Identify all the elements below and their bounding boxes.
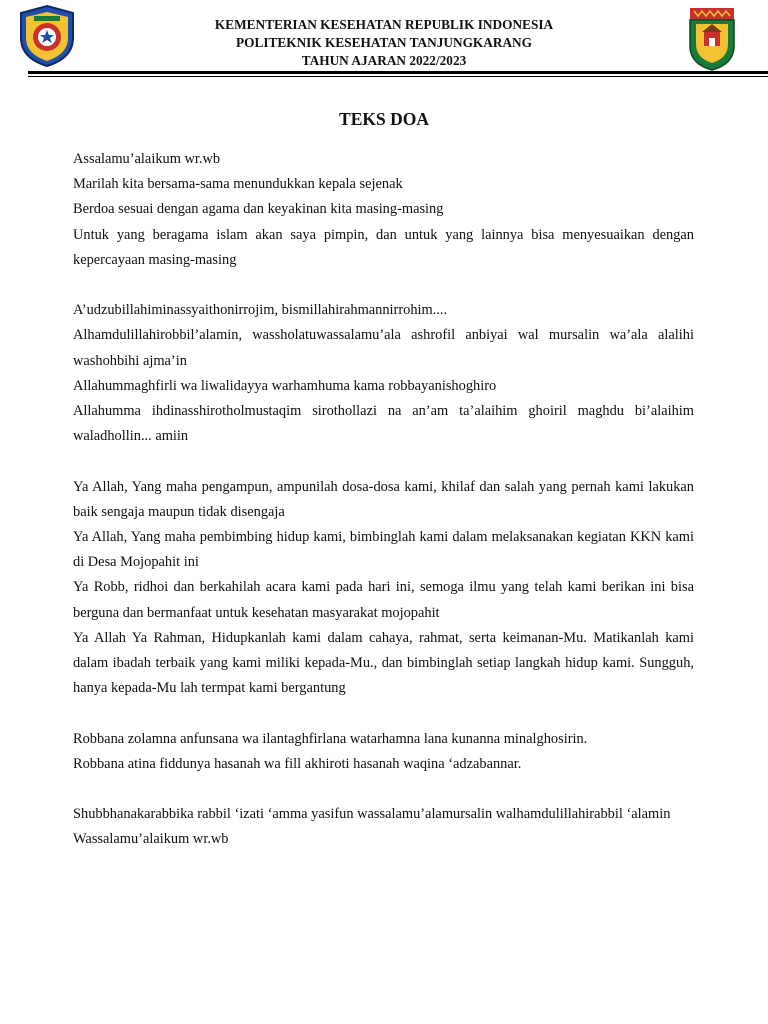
paragraph: Alhamdulillahirobbil’alamin, wassholatuwassalamu’ala ashrofil anbiyai wal mursalin wa’ala alalihi washohbihi ajma’in [73,327,694,369]
paragraph: Ya Allah Ya Rahman, Hidupkanlah kami dalam cahaya, rahmat, serta keimanan-Mu. Matikanlah kami dalam ibadah terbaik yang kami miliki kepada-Mu., dan bimbinglah setiap langkah hidup kami. Sungguh, hanya kepada-Mu lah termpat kami bergantung [73,629,694,697]
paragraph: Ya Allah, Yang maha pembimbing hidup kami, bimbinglah kami dalam melaksanakan kegiatan KKN kami di Desa Mojopahit ini [73,529,694,571]
blank-line [73,701,694,726]
paragraph: Assalamu’alaikum wr.wb [73,151,221,167]
blank-line [73,449,694,474]
paragraph: Ya Allah, Yang maha pengampun, ampunilah dosa-dosa kami, khilaf dan salah yang pernah kami lakukan baik sengaja maupun tidak disengaja [73,478,694,520]
regional-emblem-icon [686,6,738,72]
paragraph: A’udzubillahiminassyaithonirrojim, bismillahirahmannirrohim.... [73,302,448,319]
header-rule-thick [28,71,768,74]
paragraph: Robbana atina fiddunya hasanah wa fill akhiroti hasanah waqina ‘adzabannar. [73,755,522,772]
paragraph: Berdoa sesuai dengan agama dan keyakinan kita masing-masing [73,201,444,218]
paragraph: Allahummaghfirli wa liwalidayya warhamhuma kama robbayanishoghiro [73,377,497,394]
academic-year: TAHUN AJARAN 2022/2023 [301,53,467,68]
header-rule-thin [28,76,768,77]
paragraph: Untuk yang beragama islam akan saya pimpin, dan untuk yang lainnya bisa menyesuaikan dengan kepercayaan masing-masing [73,226,694,268]
blank-line [73,777,694,802]
paragraph: Shubbhanakarabbika rabbil ‘izati ‘amma yasifun wassalamu’alamursalin walhamdulillahirabbil ‘alamin [73,806,671,823]
institution-name: POLITEKNIK KESEHATAN TANJUNGKARANG [235,35,533,50]
document-title: TEKS DOA [339,109,429,129]
prayer-text [73,147,694,853]
institution-heading [0,16,768,70]
ministry-name: KEMENTERIAN KESEHATAN REPUBLIK INDONESIA [214,17,554,32]
letterhead [0,0,768,80]
blank-line [73,273,694,298]
paragraph: Allahumma ihdinasshirotholmustaqim sirothollazi na an’am ta’alaihim ghoiril maghdu bi’alaihim waladhollin... amiin [73,403,694,445]
paragraph: Ya Robb, ridhoi dan berkahilah acara kami pada hari ini, semoga ilmu yang telah kami berikan ini bisa berguna dan bermanfaat untuk kesehatan masyarakat mojopahit [73,579,694,621]
paragraph: Wassalamu’alaikum wr.wb [73,831,229,848]
paragraph: Robbana zolamna anfunsana wa ilantaghfirlana watarhamna lana kunanna minalghosirin. [73,730,588,747]
paragraph: Marilah kita bersama-sama menundukkan kepala sejenak [73,176,403,193]
